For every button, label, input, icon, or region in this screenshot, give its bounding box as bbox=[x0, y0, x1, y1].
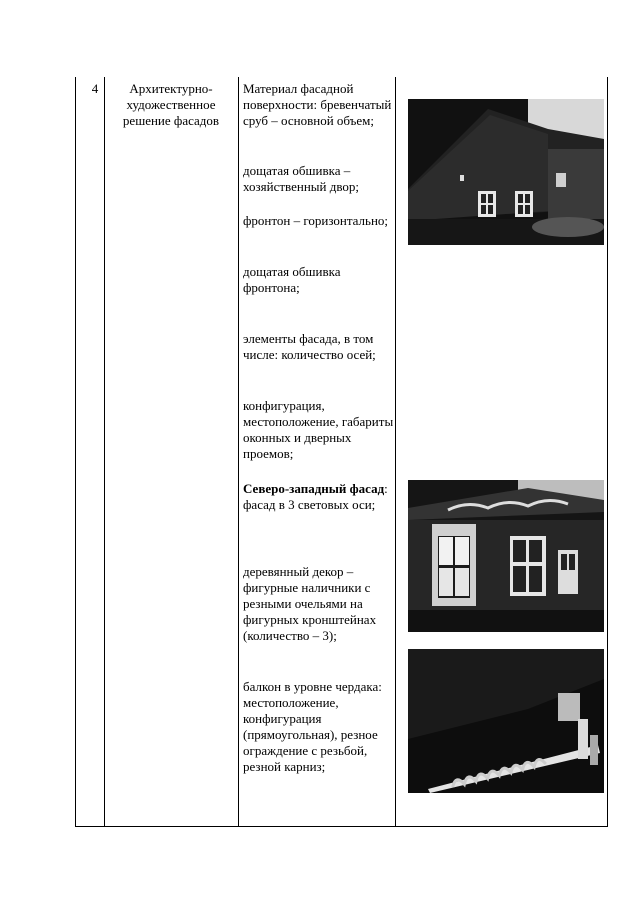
desc-config: конфигурация, местоположение, габариты оконных и дверных проемов; bbox=[243, 398, 394, 461]
row-number: 4 bbox=[91, 81, 99, 96]
desc-decor: деревянный декор – фигурные наличники с резными очельями на фигурных кронштейнах (количество – 3); bbox=[243, 564, 377, 643]
desc-material: Материал фасадной поверхности: бревенчатый сруб – основной объем; bbox=[243, 81, 392, 128]
desc-balcony: балкон в уровне чердака: местоположение, конфигурация (прямоугольная), резное ограждение с резьбой, резной карниз; bbox=[243, 679, 382, 774]
table-divider-3 bbox=[395, 77, 396, 827]
facade-table bbox=[75, 77, 608, 827]
desc-northwest: Северо-западный фасад: фасад в 3 световых оси; bbox=[243, 481, 395, 513]
northwest-title: Северо-западный фасад bbox=[243, 481, 385, 496]
desc-elements: элементы фасада, в том числе: количество осей; bbox=[243, 331, 376, 362]
table-border-bottom bbox=[75, 826, 608, 827]
row-name: Архитектурно-художественное решение фасадов bbox=[122, 81, 220, 128]
table-divider-2 bbox=[238, 77, 239, 827]
photo-attic-balcony-carved-railing bbox=[408, 649, 604, 793]
desc-cladding-yard: дощатая обшивка – хозяйственный двор; bbox=[243, 163, 359, 194]
desc-cladding-gable: дощатая обшивка фронтона; bbox=[243, 264, 341, 295]
table-border-right bbox=[607, 77, 608, 827]
northwest-axes: фасад в 3 световых оси; bbox=[243, 497, 376, 512]
photo-house-wooden-facade bbox=[408, 99, 604, 245]
table-border-left bbox=[75, 77, 76, 827]
desc-gable: фронтон – горизонтально; bbox=[243, 213, 389, 228]
table-divider-1 bbox=[104, 77, 105, 827]
photo-northwest-facade-windows bbox=[408, 480, 604, 632]
